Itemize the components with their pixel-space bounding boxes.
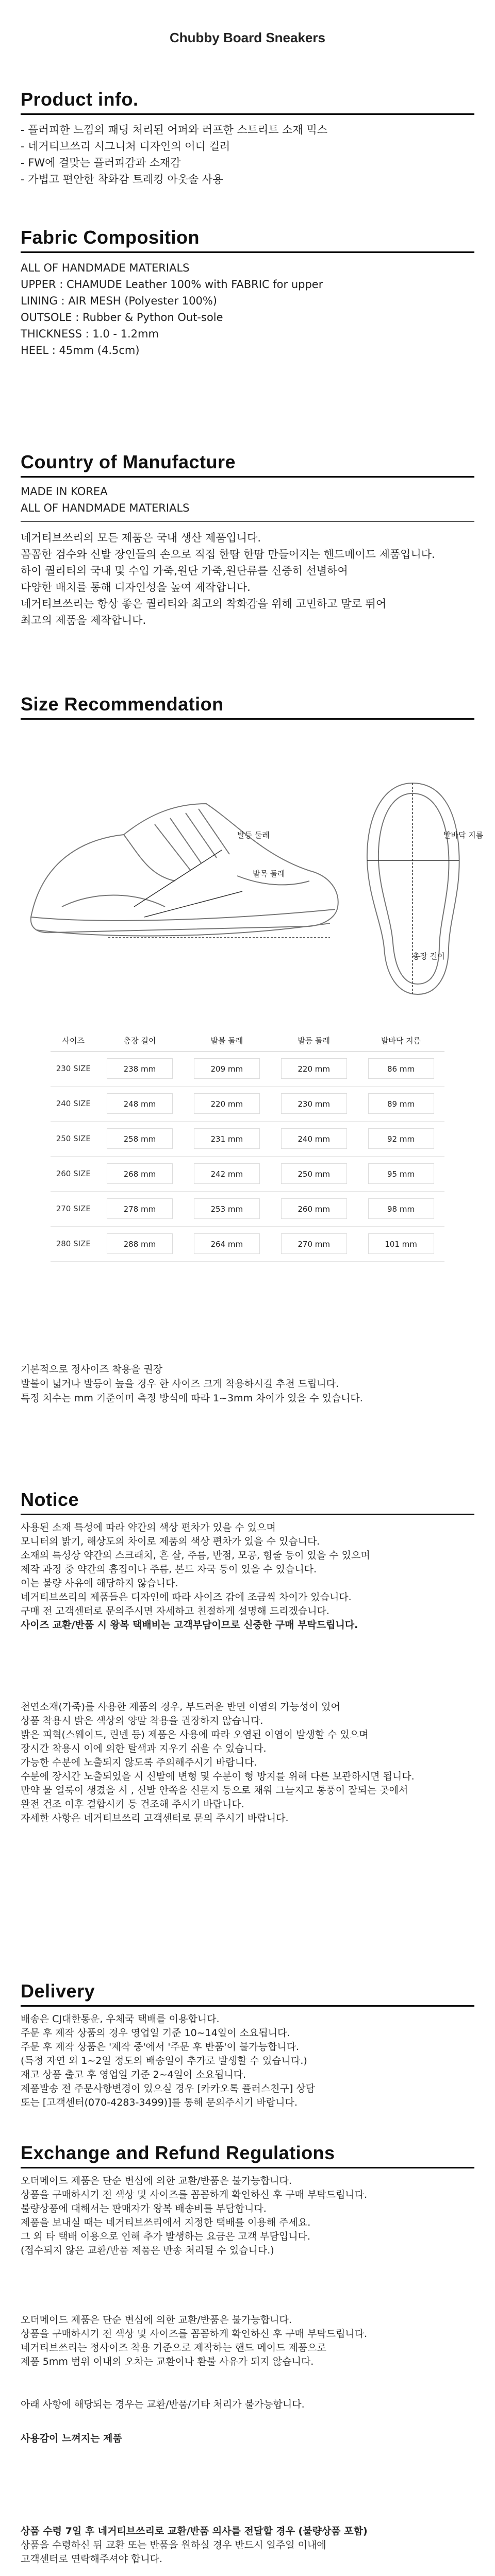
notice-line: 천연소재(가죽)를 사용한 제품의 경우, 부드러운 반면 이염의 가능성이 있어: [21, 1701, 340, 1713]
notice-line: 밝은 피혁(스웨이드, 린넨 등) 제품은 사용에 따라 오염된 이염이 발생할 수 있으며: [21, 1729, 369, 1740]
table-row: [51, 1086, 444, 1121]
notice-line: 사용된 소재 특성에 따라 약간의 색상 편차가 있을 수 있으며: [21, 1522, 276, 1533]
country-desc-line: 다양한 배치를 통해 디자인성을 높여 제작합니다.: [21, 581, 251, 594]
value-cell: 98 mm: [368, 1198, 434, 1219]
value-cell: 209 mm: [194, 1058, 260, 1079]
fabric-line: LINING : AIR MESH (Polyester 100%): [21, 295, 217, 307]
label-ankle-circumference: 발목 둘레: [253, 869, 285, 878]
value-cell: 264 mm: [194, 1233, 260, 1254]
value-cell: 86 mm: [368, 1058, 434, 1079]
notice-line: 상품 착용시 밝은 색상의 양말 착용을 권장하지 않습니다.: [21, 1715, 263, 1726]
table-row: [51, 1121, 444, 1156]
delivery-line: 또는 [고객센터(070-4283-3499)]를 통해 문의주시기 바랍니다.: [21, 2097, 298, 2108]
country-line: MADE IN KOREA: [21, 485, 108, 498]
section-title-exchange: Exchange and Refund Regulations: [21, 2142, 335, 2163]
size-cell: 280 SIZE: [51, 1226, 96, 1261]
product-info-item: - 네거티브쓰리 시그니처 디자인의 어디 컬러: [21, 140, 230, 152]
value-cell: 92 mm: [368, 1128, 434, 1149]
exchange-line: 불량상품에 대해서는 판매자가 왕복 배송비를 부담합니다.: [21, 2203, 267, 2214]
section-divider: [21, 718, 474, 720]
delivery-text: [21, 2012, 474, 2110]
page-title: Chubby Board Sneakers: [170, 30, 325, 45]
value-cell: 89 mm: [368, 1093, 434, 1114]
delivery-line: 재고 상품 출고 후 영업일 기준 2~4일이 소요됩니다.: [21, 2069, 246, 2080]
delivery-line: 주문 후 제작 상품은 '제작 중'에서 '주문 후 반품'이 불가능합니다.: [21, 2041, 300, 2053]
exchange-line: (접수되지 않은 교환/반품 제품은 반송 처리될 수 있습니다.): [21, 2245, 274, 2256]
value-cell: 270 mm: [281, 1233, 347, 1254]
fabric-line: THICKNESS : 1.0 - 1.2mm: [21, 328, 159, 340]
value-cell: 95 mm: [368, 1163, 434, 1184]
section-divider: [21, 521, 474, 522]
section-title-notice: Notice: [21, 1489, 79, 1510]
sneaker-illustration: [21, 752, 474, 1015]
value-cell: 220 mm: [281, 1058, 347, 1079]
section-divider: [21, 2167, 474, 2168]
exchange-line: 고객센터로 연락해주셔야 합니다.: [21, 2553, 163, 2565]
label-foot-width: 발바닥 지름: [443, 831, 484, 840]
delivery-line: (특정 자연 외 1~2일 정도의 배송일이 추가로 발생할 수 있습니다.): [21, 2055, 307, 2066]
notice-line: 완전 건조 이후 결합시키 등 건조해 주시기 바랍니다.: [21, 1799, 244, 1810]
notice-block-1: [21, 1521, 474, 1632]
exchange-line-emphasis: 상품 수령 7일 후 네거티브쓰리로 교환/반품 의사를 전달할 경우 (불량상품 포함): [21, 2526, 368, 2537]
table-row: [51, 1191, 444, 1226]
section-divider: [21, 251, 474, 253]
country-desc-line: 최고의 제품을 제작합니다.: [21, 614, 146, 626]
exchange-block-4: [21, 2432, 474, 2446]
exchange-line: 오더메이드 제품은 단순 변심에 의한 교환/반품은 불가능합니다.: [21, 2314, 292, 2326]
section-title-delivery: Delivery: [21, 1980, 95, 2002]
value-cell: 238 mm: [107, 1058, 173, 1079]
country-desc-line: 네거티브쓰리의 모든 제품은 국내 생산 제품입니다.: [21, 532, 261, 544]
exchange-line: 네거티브쓰리는 정사이즈 착용 기준으로 제작하는 핸드 메이드 제품으로: [21, 2342, 326, 2353]
value-cell: 248 mm: [107, 1093, 173, 1114]
section-divider: [21, 113, 474, 115]
country-description: [21, 530, 474, 629]
exchange-line: 상품을 구매하시기 전 색상 및 사이즈를 꼼꼼하게 확인하신 후 구매 부탁드립니다.: [21, 2328, 368, 2340]
notice-line-emphasis: 사이즈 교환/반품 시 왕복 택배비는 고객부담이므로 신중한 구매 부탁드립니다.: [21, 1619, 358, 1631]
country-desc-line: 꼼꼼한 검수와 신발 장인들의 손으로 직접 한땀 한땀 만들어지는 핸드메이드 제품입니다.: [21, 548, 435, 561]
notice-line: 이는 불량 사유에 해당하지 않습니다.: [21, 1578, 178, 1589]
size-cell: 250 SIZE: [51, 1121, 96, 1156]
notice-line: 모니터의 밝기, 해상도의 차이로 제품의 색상 편차가 있을 수 있습니다.: [21, 1536, 320, 1547]
exchange-block-1: [21, 2174, 474, 2258]
section-divider: [21, 2005, 474, 2007]
country-list: [21, 483, 474, 516]
notice-line: 장시간 착용시 이에 의한 탈색과 지우기 쉬울 수 있습니다.: [21, 1743, 267, 1754]
value-cell: 250 mm: [281, 1163, 347, 1184]
notice-line: 수분에 장시간 노출되었을 시 신발에 변형 및 수분이 형 방지를 위해 다른 보관하시면 됩니다.: [21, 1771, 415, 1782]
fabric-list: [21, 260, 474, 359]
exchange-line: 그 외 타 택배 이용으로 인해 추가 발생하는 요금은 고객 부담입니다.: [21, 2231, 310, 2242]
fabric-line: ALL OF HANDMADE MATERIALS: [21, 262, 190, 274]
country-desc-line: 네거티브쓰리는 항상 좋은 퀄리티와 최고의 착화감을 위해 고민하고 말로 뛰어: [21, 598, 387, 610]
label-total-length: 총장 길이: [412, 952, 445, 961]
notice-line: 만약 물 얼룩이 생겼을 시 , 신발 안쪽을 신문지 등으로 채워 그늘지고 통풍이 잘되는 곳에서: [21, 1785, 408, 1796]
section-divider: [21, 1514, 474, 1515]
section-title-product-info: Product info.: [21, 89, 139, 110]
exchange-block-2: [21, 2313, 474, 2369]
notice-line: 가능한 수분에 노출되지 않도록 주의해주시기 바랍니다.: [21, 1757, 257, 1768]
section-title-country: Country of Manufacture: [21, 451, 236, 472]
size-notes: [21, 1362, 474, 1405]
value-cell: 253 mm: [194, 1198, 260, 1219]
table-row: [51, 1156, 444, 1191]
value-cell: 268 mm: [107, 1163, 173, 1184]
notice-line: 구매 전 고객센터로 문의주시면 자세하고 친절하게 설명해 드리겠습니다.: [21, 1605, 329, 1617]
size-cell: 230 SIZE: [51, 1051, 96, 1086]
country-line: ALL OF HANDMADE MATERIALS: [21, 502, 190, 514]
value-cell: 242 mm: [194, 1163, 260, 1184]
product-info-item: - 가볍고 편안한 착화감 트레킹 아웃솔 사용: [21, 173, 223, 185]
product-info-list: [21, 122, 474, 188]
delivery-line: 배송은 CJ대한통운, 우체국 택배를 이용합니다.: [21, 2013, 220, 2025]
notice-block-2: [21, 1700, 474, 1825]
exchange-line: 제품 5mm 범위 이내의 오차는 교환이나 환불 사유가 되지 않습니다.: [21, 2356, 314, 2367]
notice-line: 소재의 특성상 약간의 스크래치, 흔 살, 주름, 반점, 모공, 힘줄 등이 있을 수 있으며: [21, 1550, 370, 1561]
delivery-line: 주문 후 제작 상품의 경우 영업일 기준 10~14일이 소요됩니다.: [21, 2027, 290, 2039]
fabric-line: UPPER : CHAMUDE Leather 100% with FABRIC for upper: [21, 278, 323, 291]
exchange-line: 아래 사항에 해당되는 경우는 교환/반품/기타 처리가 불가능합니다.: [21, 2399, 305, 2410]
value-cell: 258 mm: [107, 1128, 173, 1149]
value-cell: 231 mm: [194, 1128, 260, 1149]
section-divider: [21, 476, 474, 478]
product-info-item: - 플러피한 느낌의 패딩 처리된 어퍼와 러프한 스트리트 소재 믹스: [21, 124, 328, 136]
value-cell: 278 mm: [107, 1198, 173, 1219]
fabric-line: OUTSOLE : Rubber & Python Out-sole: [21, 311, 223, 324]
size-chart-table: [51, 1030, 444, 1262]
sneaker-sole-view-icon: [367, 783, 459, 994]
value-cell: 220 mm: [194, 1093, 260, 1114]
country-desc-line: 하이 퀄리티의 국내 및 수입 가죽,원단 가죽,원단류를 신중히 선별하여: [21, 565, 348, 577]
exchange-line: 상품을 수령하신 뒤 교환 또는 반품을 원하실 경우 반드시 일주일 이내에: [21, 2539, 326, 2551]
column-header: 발볼 둘레: [183, 1030, 270, 1051]
column-header: 발바닥 지름: [357, 1030, 444, 1051]
size-cell: 270 SIZE: [51, 1191, 96, 1226]
exchange-block-3: [21, 2398, 474, 2412]
exchange-subheading: 사용감이 느껴지는 제품: [21, 2433, 122, 2444]
value-cell: 240 mm: [281, 1128, 347, 1149]
value-cell: 260 mm: [281, 1198, 347, 1219]
exchange-block-5: [21, 2524, 474, 2566]
size-cell: 260 SIZE: [51, 1156, 96, 1191]
column-header: 사이즈: [51, 1030, 96, 1051]
exchange-line: 상품을 구매하시기 전 색상 및 사이즈를 꼼꼼하게 확인하신 후 구매 부탁드립니다.: [21, 2189, 368, 2200]
column-header: 발등 둘레: [270, 1030, 357, 1051]
product-info-item: - FW에 걸맞는 플러피감과 소재감: [21, 157, 181, 169]
value-cell: 288 mm: [107, 1233, 173, 1254]
section-title-size: Size Recommendation: [21, 693, 224, 715]
size-note-line: 기본적으로 정사이즈 착용을 권장: [21, 1364, 163, 1375]
notice-line: 네거티브쓰리의 제품들은 디자인에 따라 사이즈 감에 조금씩 차이가 있습니다.: [21, 1591, 352, 1603]
exchange-line: 제품을 보내실 때는 네거티브쓰리에서 지정한 택배를 이용해 주세요.: [21, 2217, 311, 2228]
fabric-line: HEEL : 45mm (4.5cm): [21, 344, 140, 357]
exchange-line: 오더메이드 제품은 단순 변심에 의한 교환/반품은 불가능합니다.: [21, 2175, 292, 2187]
column-header: 총장 길이: [96, 1030, 184, 1051]
label-heel-height: 발등 둘레: [237, 831, 270, 840]
delivery-line: 제품발송 전 주문사항변경이 있으실 경우 [카카오톡 플러스친구] 상담: [21, 2083, 316, 2094]
value-cell: 101 mm: [368, 1233, 434, 1254]
size-chart-header: [51, 1030, 444, 1051]
table-row: [51, 1051, 444, 1086]
value-cell: 230 mm: [281, 1093, 347, 1114]
notice-line: 제작 과정 중 약간의 흠집이나 주름, 본드 자국 등이 있을 수 있습니다.: [21, 1564, 317, 1575]
notice-line: 자세한 사항은 네거티브쓰리 고객센터로 문의 주시기 바랍니다.: [21, 1812, 289, 1824]
size-note-line: 발볼이 넓거나 발등이 높을 경우 한 사이즈 크게 착용하시길 추천 드립니다.: [21, 1378, 339, 1389]
size-measurement-figure: [21, 752, 484, 1015]
size-note-line: 특정 치수는 mm 기준이며 측정 방식에 따라 1~3mm 차이가 있을 수 있습니다.: [21, 1393, 363, 1404]
sneaker-side-view-icon: [31, 804, 338, 936]
size-cell: 240 SIZE: [51, 1086, 96, 1121]
table-row: [51, 1226, 444, 1261]
section-title-fabric: Fabric Composition: [21, 227, 200, 248]
